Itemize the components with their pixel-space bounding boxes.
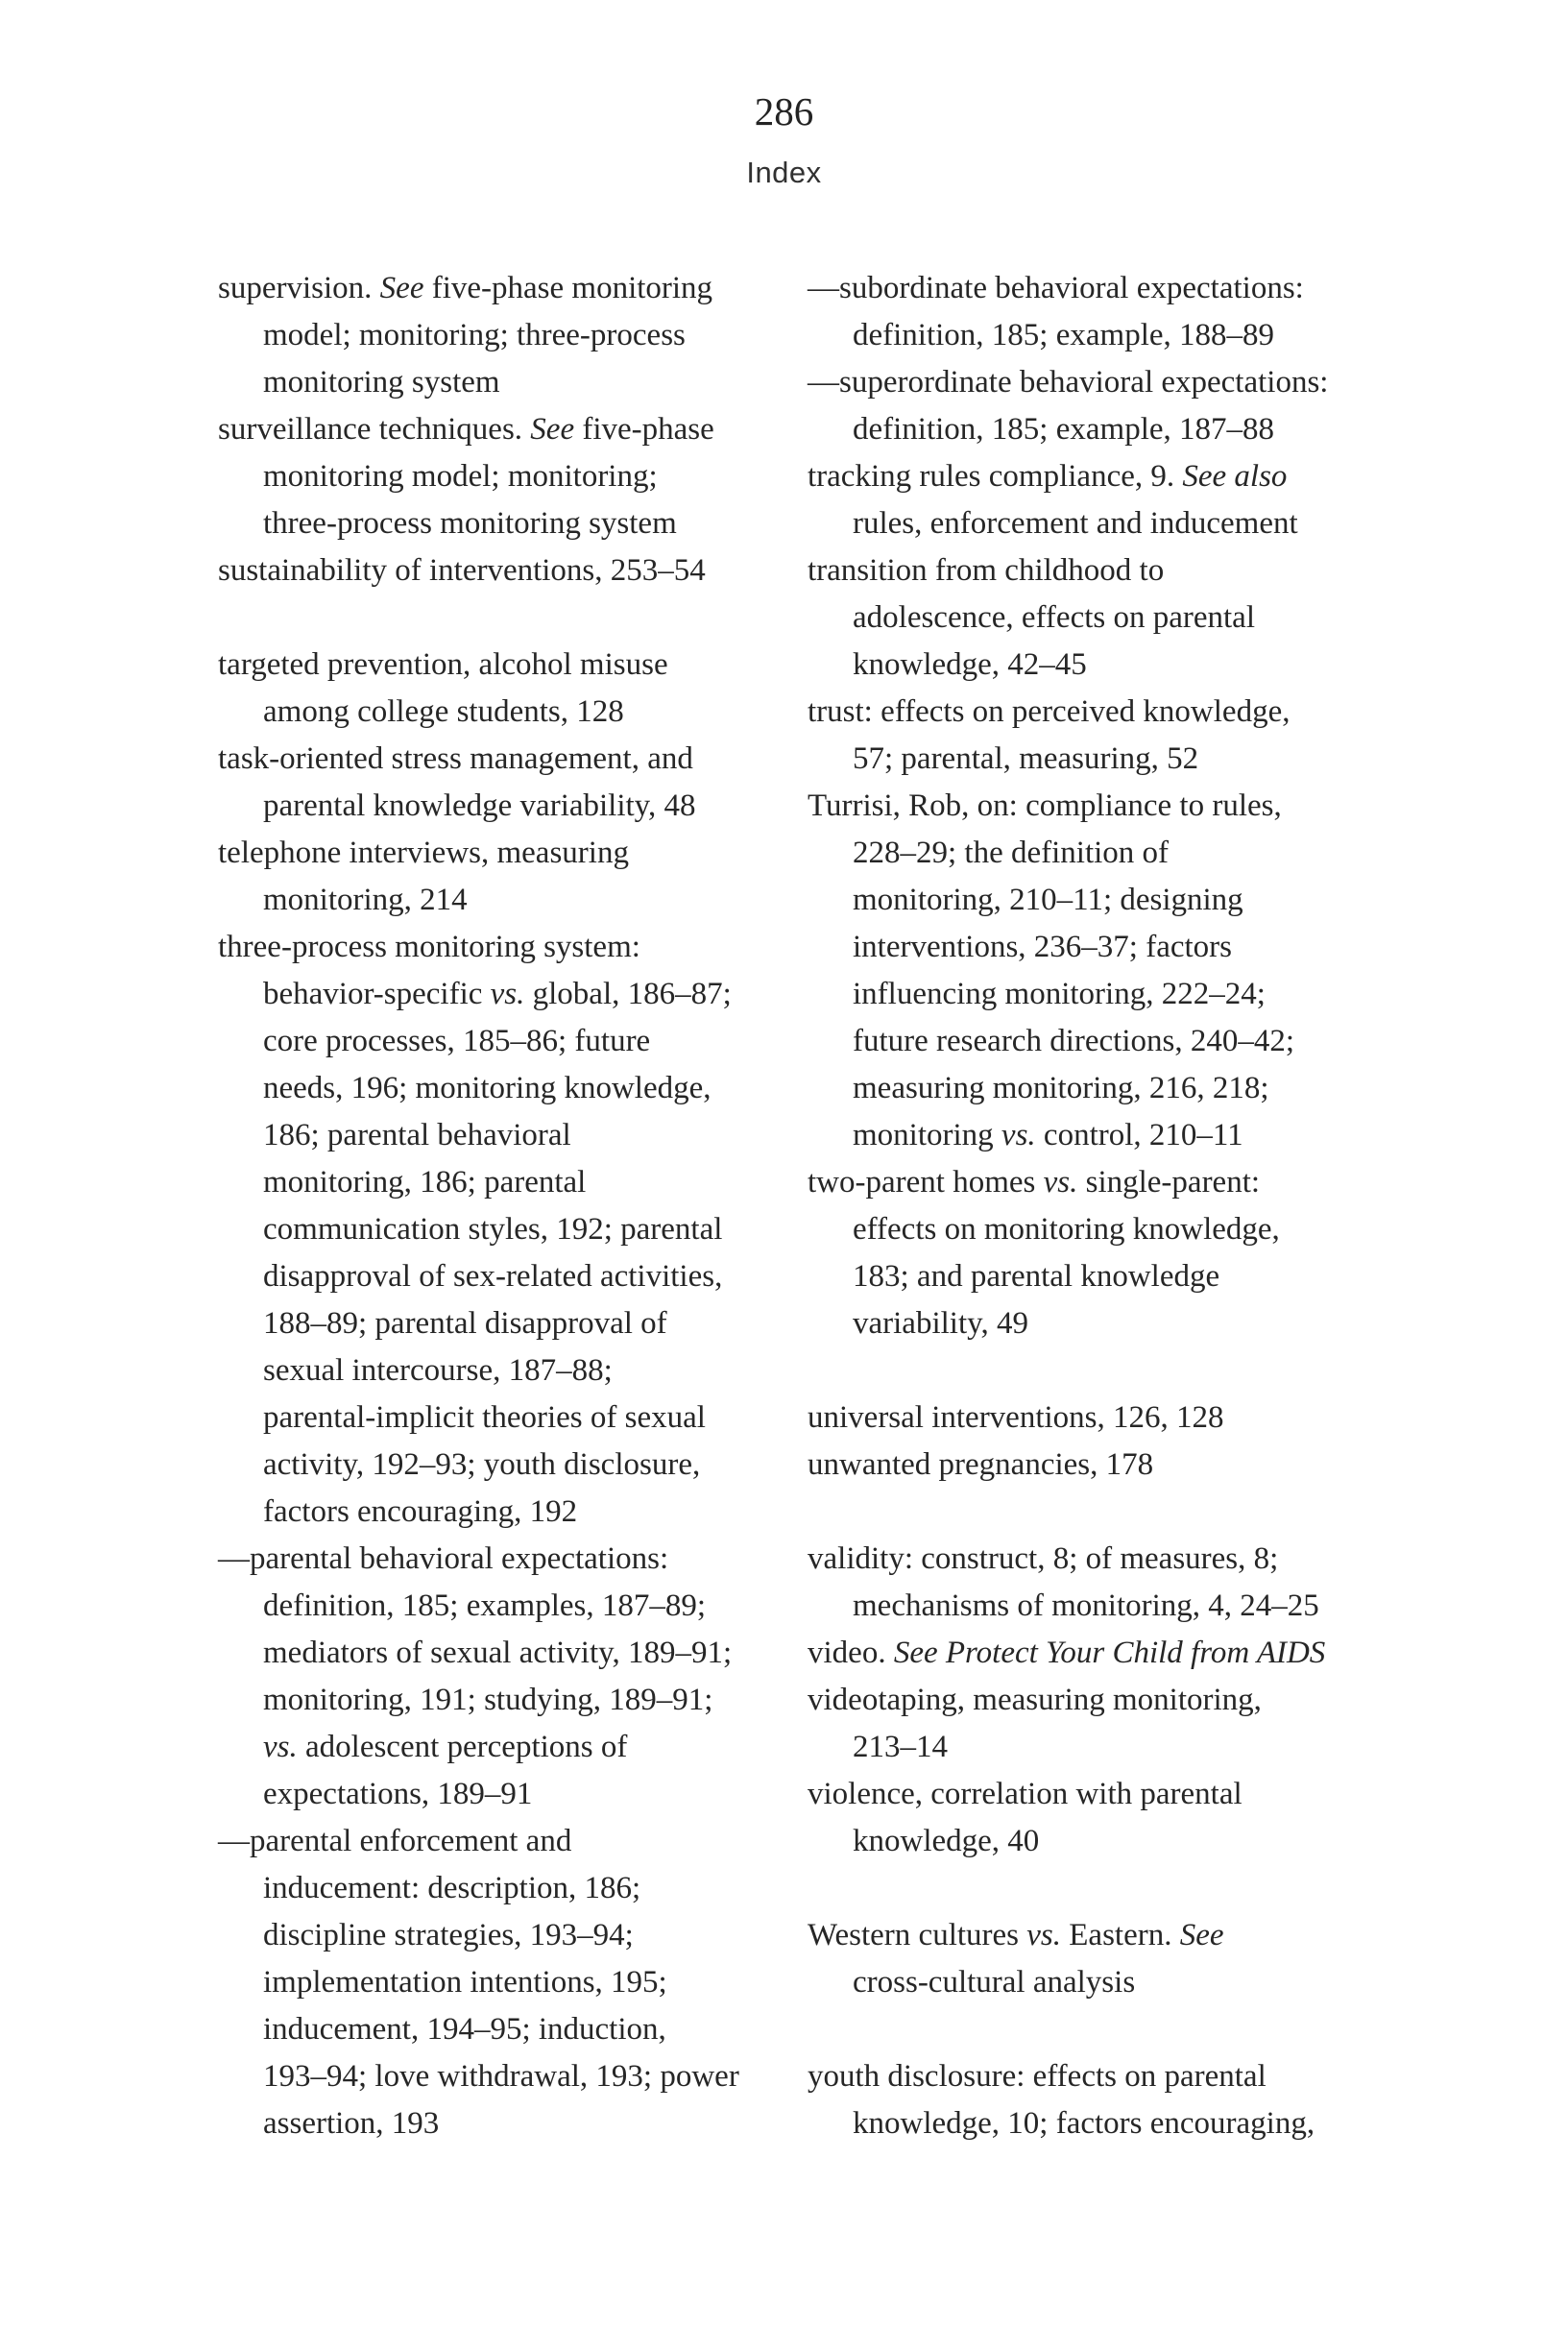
- index-line: Turrisi, Rob, on: compliance to rules,: [808, 788, 1282, 823]
- index-line: knowledge, 42–45: [853, 647, 1087, 682]
- index-line: —subordinate behavioral expectations:: [808, 271, 1304, 305]
- index-line: two-parent homes vs. single-parent:: [808, 1165, 1261, 1200]
- section-gap: [808, 1347, 1446, 1394]
- index-line: expectations, 189–91: [263, 1777, 533, 1811]
- index-line: vs. adolescent perceptions of: [263, 1730, 628, 1764]
- section-gap: [218, 594, 802, 642]
- index-line: behavior-specific vs. global, 186–87;: [263, 977, 732, 1011]
- index-line: measuring monitoring, 216, 218;: [853, 1071, 1269, 1105]
- index-line: validity: construct, 8; of measures, 8;: [808, 1541, 1279, 1576]
- index-line: inducement, 194–95; induction,: [263, 2012, 666, 2047]
- index-line: inducement: description, 186;: [263, 1871, 641, 1905]
- index-line: disapproval of sex-related activities,: [263, 1259, 723, 1294]
- index-line: future research directions, 240–42;: [853, 1024, 1295, 1058]
- index-line: —superordinate behavioral expectations:: [808, 365, 1329, 400]
- index-line: sexual intercourse, 187–88;: [263, 1353, 613, 1388]
- index-line: Western cultures vs. Eastern. See: [808, 1918, 1224, 1952]
- index-line: videotaping, measuring monitoring,: [808, 1683, 1262, 1717]
- index-line: influencing monitoring, 222–24;: [853, 977, 1266, 1011]
- index-line: 183; and parental knowledge: [853, 1259, 1220, 1294]
- index-line: task-oriented stress management, and: [218, 741, 693, 776]
- index-line: definition, 185; examples, 187–89;: [263, 1588, 707, 1623]
- index-line: monitoring, 210–11; designing: [853, 883, 1243, 917]
- index-line: effects on monitoring knowledge,: [853, 1212, 1280, 1247]
- index-line: sustainability of interventions, 253–54: [218, 553, 706, 588]
- index-line: monitoring vs. control, 210–11: [853, 1118, 1243, 1152]
- section-gap: [808, 1489, 1446, 1536]
- index-line: —parental behavioral expectations:: [218, 1541, 669, 1576]
- index-line: needs, 196; monitoring knowledge,: [263, 1071, 712, 1105]
- index-line: surveillance techniques. See five-phase: [218, 412, 714, 447]
- index-line: —parental enforcement and: [218, 1824, 572, 1858]
- index-line: mediators of sexual activity, 189–91;: [263, 1636, 733, 1670]
- index-line: parental-implicit theories of sexual: [263, 1400, 706, 1435]
- index-line: three-process monitoring system: [263, 506, 677, 541]
- index-line: 228–29; the definition of: [853, 836, 1170, 870]
- index-line: discipline strategies, 193–94;: [263, 1918, 634, 1952]
- index-line: monitoring, 214: [263, 883, 468, 917]
- index-line: supervision. See five-phase monitoring: [218, 271, 713, 305]
- index-line: assertion, 193: [263, 2106, 440, 2141]
- index-line: 186; parental behavioral: [263, 1118, 571, 1152]
- index-line: adolescence, effects on parental: [853, 600, 1255, 635]
- index-line: knowledge, 10; factors encouraging,: [853, 2106, 1315, 2141]
- index-line: trust: effects on perceived knowledge,: [808, 694, 1291, 729]
- index-line: knowledge, 40: [853, 1824, 1040, 1858]
- index-line: universal interventions, 126, 128: [808, 1400, 1224, 1435]
- index-line: transition from childhood to: [808, 553, 1165, 588]
- index-line: factors encouraging, 192: [263, 1494, 578, 1529]
- index-line: cross-cultural analysis: [853, 1965, 1136, 2000]
- page-number: 286: [754, 89, 814, 133]
- index-line: targeted prevention, alcohol misuse: [218, 647, 668, 682]
- index-line: mechanisms of monitoring, 4, 24–25: [853, 1588, 1319, 1623]
- index-line: monitoring, 186; parental: [263, 1165, 587, 1200]
- index-line: definition, 185; example, 188–89: [853, 318, 1275, 352]
- index-line: parental knowledge variability, 48: [263, 788, 696, 823]
- index-line: rules, enforcement and inducement: [853, 506, 1298, 541]
- index-column-left: [218, 265, 802, 2147]
- index-line: activity, 192–93; youth disclosure,: [263, 1447, 701, 1482]
- index-line: monitoring system: [263, 365, 500, 400]
- index-line: 188–89; parental disapproval of: [263, 1306, 667, 1341]
- index-line: implementation intentions, 195;: [263, 1965, 667, 2000]
- index-line: 213–14: [853, 1730, 948, 1764]
- index-line: violence, correlation with parental: [808, 1777, 1242, 1811]
- index-line: three-process monitoring system:: [218, 930, 640, 964]
- section-gap: [808, 1865, 1446, 1912]
- index-line: youth disclosure: effects on parental: [808, 2059, 1266, 2094]
- index-line: monitoring model; monitoring;: [263, 459, 658, 494]
- index-line: among college students, 128: [263, 694, 624, 729]
- index-line: telephone interviews, measuring: [218, 836, 629, 870]
- running-head: Index: [746, 156, 822, 189]
- index-line: interventions, 236–37; factors: [853, 930, 1233, 964]
- index-line: unwanted pregnancies, 178: [808, 1447, 1154, 1482]
- index-line: communication styles, 192; parental: [263, 1212, 723, 1247]
- index-line: monitoring, 191; studying, 189–91;: [263, 1683, 713, 1717]
- index-line: 57; parental, measuring, 52: [853, 741, 1199, 776]
- index-line: tracking rules compliance, 9. See also: [808, 459, 1288, 494]
- index-line: 193–94; love withdrawal, 193; power: [263, 2059, 739, 2094]
- index-line: definition, 185; example, 187–88: [853, 412, 1275, 447]
- index-line: video. See Protect Your Child from AIDS: [808, 1636, 1326, 1670]
- section-gap: [808, 2006, 1446, 2053]
- index-line: model; monitoring; three-process: [263, 318, 686, 352]
- index-line: variability, 49: [853, 1306, 1028, 1341]
- index-line: core processes, 185–86; future: [263, 1024, 651, 1058]
- index-column-right: [808, 265, 1446, 2147]
